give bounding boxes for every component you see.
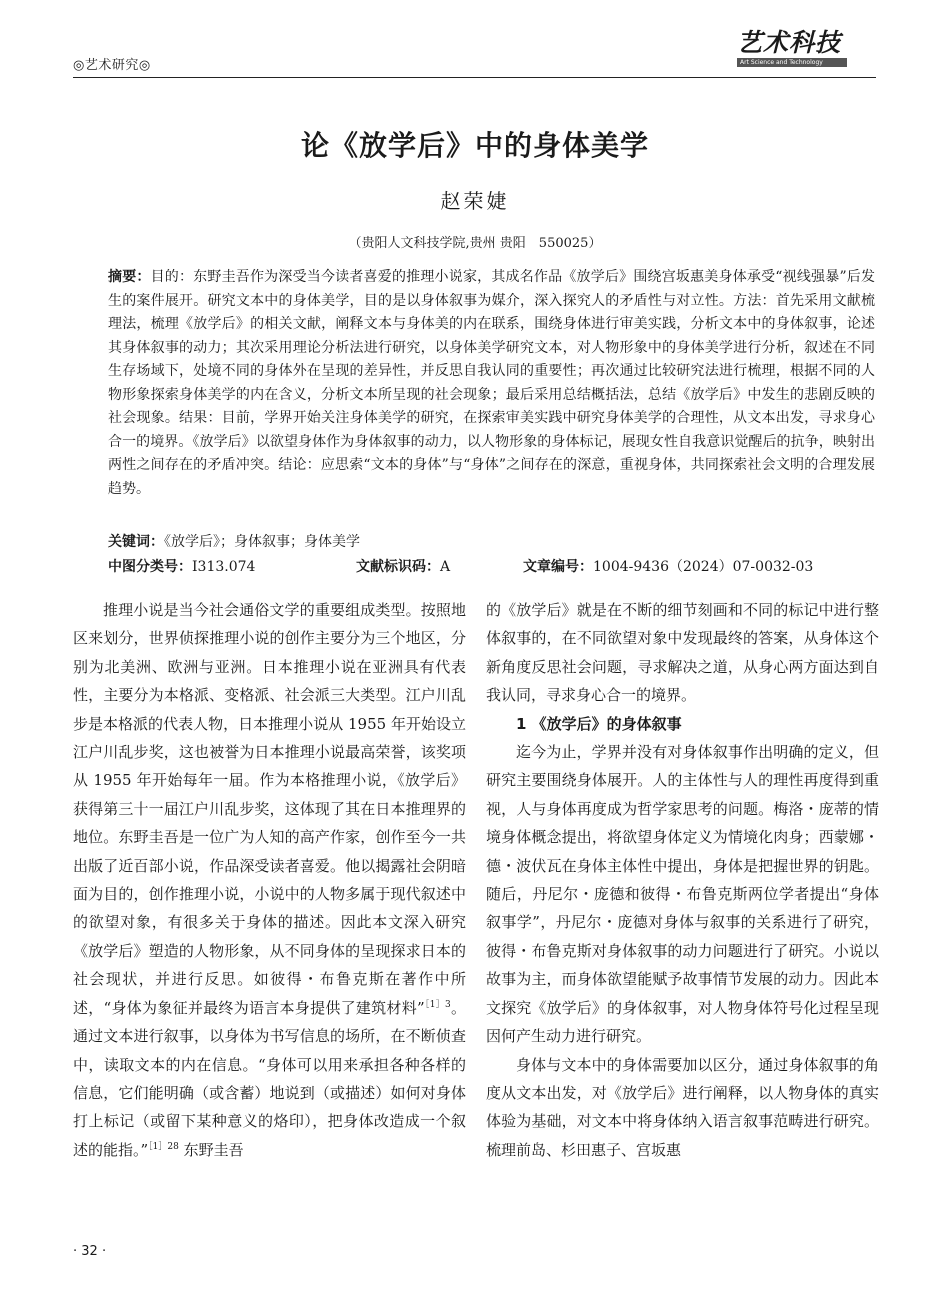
body-paragraph: 身体与文本中的身体需要加以区分，通过身体叙事的角度从文本出发，对《放学后》进行阐释，以人物身体的真实体验为基础，对文本中将身体纳入语言叙事范畴进行研究。梳理前岛、杉田惠子、宫坂惠: [486, 1055, 879, 1159]
body-text: 。通过文本进行叙事，以身体为书写信息的场所，在不断侦查中，读取文本的内在信息。“身体可以用来承担各种各样的信息，它们能明确（或含蓄）地说到（或描述）如何对身体打上标记（或留下某种意义的烙印），把身体改造成一个叙述的能指。”: [73, 998, 466, 1159]
clc-number: [108, 557, 255, 577]
citation: ［1］28: [148, 1141, 179, 1152]
abstract: [108, 266, 875, 501]
doc-code-label: 文献标识码：: [356, 559, 440, 575]
article-title: 论《放学后》中的身体美学: [300, 129, 649, 162]
body-paragraph: 迄今为止，学界并没有对身体叙事作出明确的定义，但研究主要围绕身体展开。人的主体性与人的理性再度得到重视，人与身体再度成为哲学家思考的问题。梅洛・庞蒂的情境身体概念提出，将欲望身体定义为情境化肉身；西蒙娜・德・波伏瓦在身体主体性中提出，身体是把握世界的钥匙。随后，丹尼尔・庞德和彼得・布鲁克斯两位学者提出“身体叙事学”，丹尼尔・庞德对身体与叙事的关系进行了研究，彼得・布鲁克斯对身体叙事的动力问题进行了研究。小说以故事为主，而身体欲望能赋予故事情节发展的动力。因此本文探究《放学后》的身体叙事，对人物身体符号化过程呈现因何产生动力进行研究。: [486, 743, 879, 1046]
section-heading: 1 《放学后》的身体叙事: [516, 714, 682, 733]
article-author: 赵荣婕: [440, 189, 510, 213]
body-text: 东野圭吾: [178, 1140, 244, 1159]
keywords-text: 《放学后》；身体叙事；身体美学: [164, 534, 360, 550]
document-code: [356, 557, 450, 577]
keywords: [108, 532, 360, 552]
body-text: 推理小说是当今社会通俗文学的重要组成类型。按照地区来划分，世界侦探推理小说的创作主要分为三个地区，分别为北美洲、欧洲与亚洲。日本推理小说在亚洲具有代表性，主要分为本格派、变格派、社会派三大类型。江户川乱步是本格派的代表人物，日本推理小说从 1955 年开始设立江户川乱步奖，这也被誉为日本推理小说最高荣誉，该奖项从 1955 年开始每年一届。作为本格推理小说，《放学后》获得第三十一届江户川乱步奖，这体现了其在日本推理界的地位。东野圭吾是一位广为人知的高产作家，创作至今一共出版了近百部小说，作品深受读者喜爱。他以揭露社会阴暗面为目的，创作推理小说，小说中的人物多属于现代叙述中的欲望对象，有很多关于身体的描述。因此本文深入研究《放学后》塑造的人物形象，从不同身体的呈现探求日本的社会现状，并进行反思。如彼得・布鲁克斯在著作中所述，“身体为象征并最终为语言本身提供了建筑材料”: [73, 601, 466, 1017]
header-divider: [73, 77, 876, 78]
article-affiliation: （贵阳人文科技学院,贵州 贵阳 550025）: [348, 236, 602, 251]
clc-label: 中图分类号：: [108, 559, 192, 575]
journal-logo-cn: 艺术科技: [737, 28, 842, 57]
journal-logo-en: Art Science and Technology: [737, 58, 847, 67]
article-number-label: 文章编号：: [523, 559, 593, 575]
article-number-value: 1004-9436（2024）07-0032-03: [593, 559, 814, 575]
abstract-label: 摘要：: [108, 269, 151, 285]
body-paragraph: 的《放学后》就是在不断的细节刻画和不同的标记中进行整体叙事的，在不同欲望对象中发现最终的答案，从身体这个新角度反思社会问题，寻求解决之道，从身心两方面达到自我认同，寻求身心合一的境界。: [486, 601, 879, 705]
body-paragraph: [73, 596, 466, 1164]
clc-value: I313.074: [192, 559, 256, 575]
article-number: [523, 557, 813, 577]
doc-code-value: A: [440, 559, 451, 575]
journal-section-label: ◎艺术研究◎: [73, 58, 151, 73]
right-column: [486, 596, 879, 1164]
journal-logo: [737, 28, 847, 70]
keywords-label: 关键词：: [108, 534, 164, 550]
abstract-text: 目的：东野圭吾作为深受当今读者喜爱的推理小说家，其成名作品《放学后》围绕宫坂惠美身体承受“视线强暴”后发生的案件展开。研究文本中的身体美学，目的是以身体叙事为媒介，深入探究人的矛盾性与对立性。方法：首先采用文献梳理法，梳理《放学后》的相关文献，阐释文本与身体美的内在联系，围绕身体进行审美实践，分析文本中的身体叙事，论述其身体叙事的动力；其次采用理论分析法进行研究，以身体美学研究文本，对人物形象中的身体美学进行分析，叙述在不同生存场域下，处境不同的身体外在呈现的差异性，并反思自我认同的重要性；再次通过比较研究法进行梳理，根据不同的人物形象探索身体美学的内在含义，分析文本所呈现的社会现象；最后采用总结概括法，总结《放学后》中发生的悲剧反映的社会现象。结果：目前，学界开始关注身体美学的研究，在探索审美实践中研究身体美学的合理性，从文本出发，寻求身心合一的境界。《放学后》以欲望身体作为身体叙事的动力，以人物形象的身体标记，展现女性自我意识觉醒后的抗争，映射出两性之间存在的矛盾冲突。结论：应思索“文本的身体”与“身体”之间存在的深意，重视身体，共同探索社会文明的合理发展趋势。: [108, 269, 875, 497]
page-number: · 32 ·: [73, 1244, 107, 1259]
left-column: [73, 596, 466, 1164]
citation: ［1］3: [424, 999, 451, 1010]
